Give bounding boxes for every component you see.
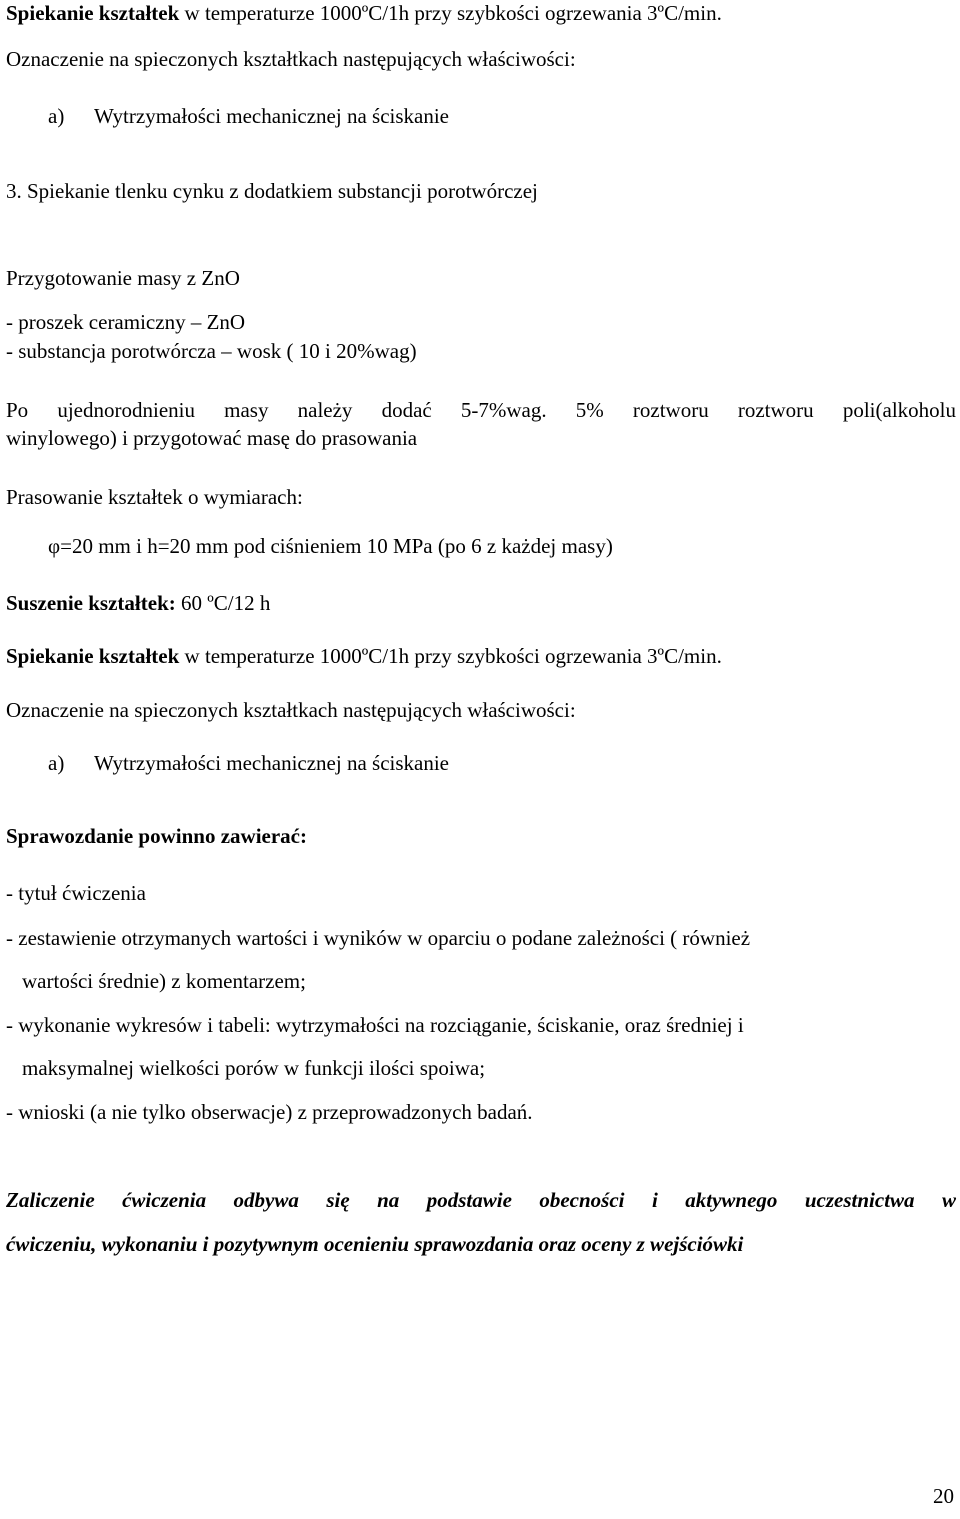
item-a-text: Wytrzymałości mechanicznej na ściskanie (94, 751, 450, 775)
sintering-text: w temperaturze 1000ºC/1h przy szybkości ogrzewania 3ºC/min. (179, 644, 722, 668)
report-heading: Sprawozdanie powinno zawierać: (6, 824, 307, 848)
drying-line (6, 590, 270, 616)
page-number: 20 (933, 1484, 954, 1508)
drying-text: 60 ºC/12 h (175, 591, 271, 615)
properties-heading: Oznaczenie na spieczonych kształtkach następujących właściwości: (6, 698, 576, 722)
homogenization-line-2: winylowego) i przygotować masę do prasowania (6, 426, 418, 450)
top-item-a-marker: a) (48, 104, 65, 128)
prep-item-ceramic-powder: - proszek ceramiczny – ZnO (6, 310, 246, 334)
report-item-title: - tytuł ćwiczenia (6, 881, 146, 905)
top-sintering-label: Spiekanie kształtek (6, 1, 180, 25)
homogenization-line-1: Po ujednorodnieniu masy należy dodać 5-7%wag. 5% roztworu roztworu poli(alkoholu (6, 398, 956, 422)
prep-item-pore-former: - substancja porotwórcza – wosk ( 10 i 20%wag) (6, 339, 417, 363)
section3-heading: 3. Spiekanie tlenku cynku z dodatkiem substancji porotwórczej (6, 179, 538, 203)
top-sintering-line (6, 0, 722, 26)
drying-label: Suszenie kształtek: (6, 591, 176, 615)
sintering-label: Spiekanie kształtek (6, 644, 180, 668)
credit-line-2: ćwiczeniu, wykonaniu i pozytywnym ocenieniu sprawozdania oraz oceny z wejściówki (6, 1232, 744, 1256)
report-item-conclusions: - wnioski (a nie tylko obserwacje) z przeprowadzonych badań. (6, 1100, 533, 1124)
report-item-results-line-1: - zestawienie otrzymanych wartości i wyników w oparciu o podane zależności ( również (6, 926, 751, 950)
pressing-heading: Prasowanie kształtek o wymiarach: (6, 485, 303, 509)
top-sintering-text: w temperaturze 1000ºC/1h przy szybkości ogrzewania 3ºC/min. (179, 1, 722, 25)
report-item-results-line-2: wartości średnie) z komentarzem; (22, 969, 306, 993)
sintering-line (6, 643, 722, 669)
top-properties-heading: Oznaczenie na spieczonych kształtkach następujących właściwości: (6, 47, 576, 71)
pressing-details: φ=20 mm i h=20 mm pod ciśnieniem 10 MPa (po 6 z każdej masy) (48, 534, 613, 558)
prep-heading: Przygotowanie masy z ZnO (6, 266, 240, 290)
report-item-charts-line-1: - wykonanie wykresów i tabeli: wytrzymałości na rozciąganie, ściskanie, oraz średniej i (6, 1013, 744, 1037)
top-item-a-text: Wytrzymałości mechanicznej na ściskanie (94, 104, 450, 128)
item-a-marker: a) (48, 751, 65, 775)
credit-line-1: Zaliczenie ćwiczenia odbywa się na podstawie obecności i aktywnego uczestnictwa w (6, 1188, 956, 1212)
report-item-charts-line-2: maksymalnej wielkości porów w funkcji ilości spoiwa; (22, 1056, 486, 1080)
